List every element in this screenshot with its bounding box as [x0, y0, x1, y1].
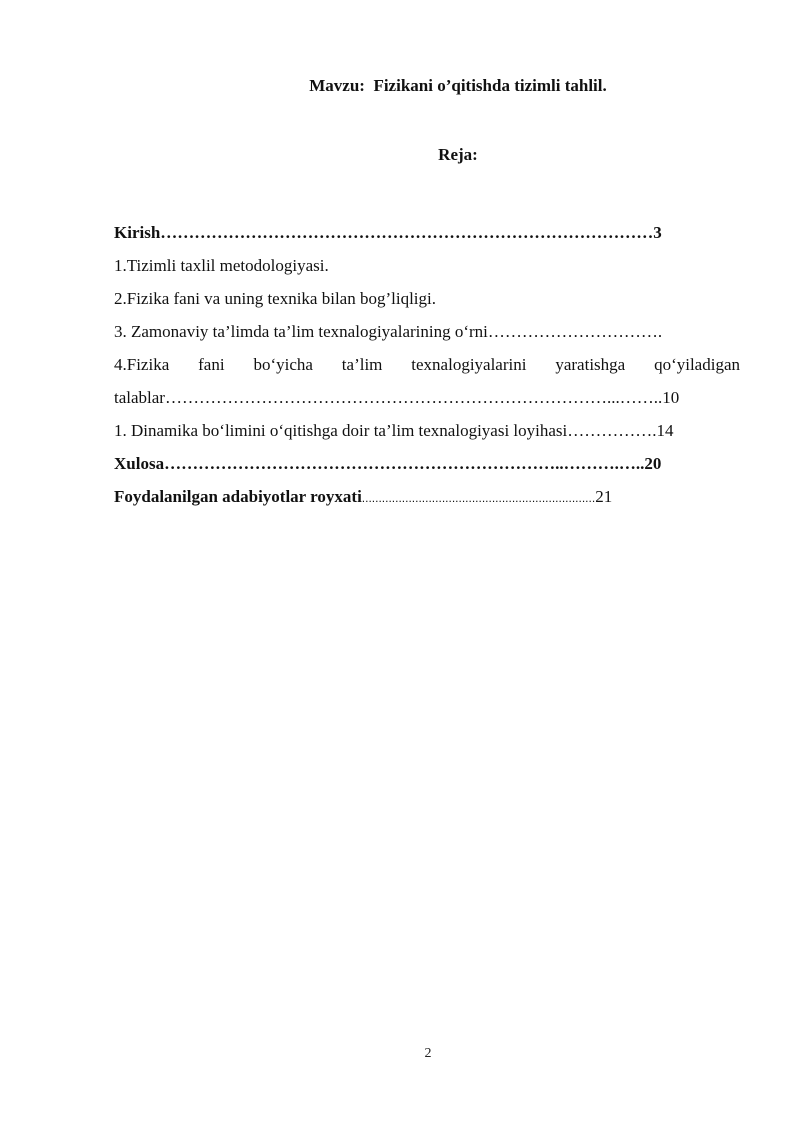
page-number: 2: [424, 1046, 432, 1061]
toc-entry-4-word: bo‘yicha: [253, 355, 313, 374]
toc-entry-4-word: fani: [198, 355, 225, 374]
toc-entry-2: 2.Fizika fani va uning texnika bilan bog’liqligi.: [114, 289, 436, 308]
toc-entry-4-word: 4.Fizika: [114, 355, 170, 374]
toc-entry-references-leader: ......................................................................: [361, 491, 596, 505]
toc-entry-introduction: Kirish……………………………………………………………………………3: [114, 223, 662, 242]
toc-entry-4-continuation: talablar……………………………………………………………………...……..10: [114, 388, 680, 407]
toc-entry-1: 1.Tizimli taxlil metodologiyasi.: [114, 256, 329, 275]
toc-entry-5: 1. Dinamika bo‘limini o‘qitishga doir ta’lim texnalogiyasi loyihasi…………….14: [114, 421, 674, 440]
plan-heading: Reja:: [438, 145, 478, 164]
document-title: Mavzu: Fizikani o’qitishda tizimli tahlil.: [309, 76, 607, 95]
toc-entry-references: [114, 484, 740, 517]
toc-entry-4-word: ta’lim: [341, 355, 383, 374]
table-of-contents: [114, 220, 740, 517]
toc-entry-references-page: 21: [595, 487, 613, 506]
toc-entry-4: [114, 352, 740, 385]
toc-entry-conclusion: Xulosa……………………………………………………………..……….…..20: [114, 454, 662, 473]
toc-entry-4-word: texnalogiyalarini: [411, 355, 527, 374]
toc-entry-3: 3. Zamonaviy ta’limda ta’lim texnalogiyalarining o‘rni………………………….: [114, 322, 663, 341]
toc-entry-references-label: Foydalanilgan adabiyotlar royxati: [114, 487, 362, 506]
toc-entry-4-word: qo‘yiladigan: [654, 355, 740, 374]
toc-entry-4-word: yaratishga: [555, 355, 626, 374]
